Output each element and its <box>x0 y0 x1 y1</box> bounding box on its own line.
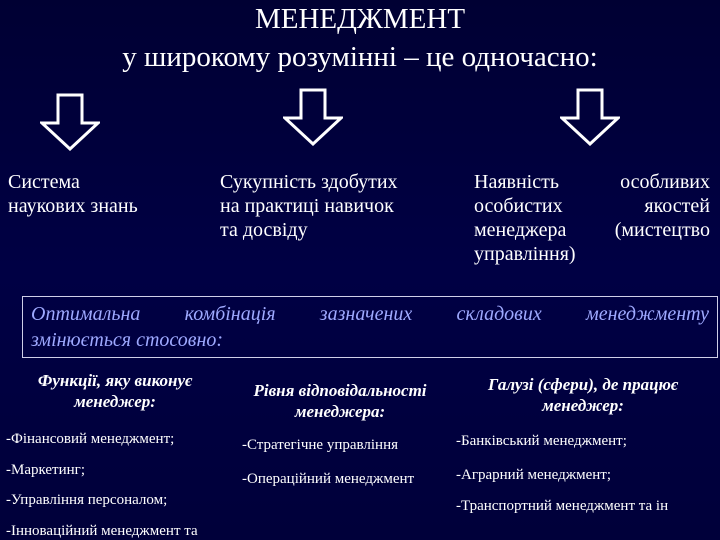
combination-box <box>22 296 718 358</box>
column-line: особистих якостей <box>474 195 710 217</box>
list-item: -Банківський менеджмент; <box>456 433 627 449</box>
heading-line: Галузі (сфери), де працює <box>488 375 678 394</box>
column-line: менеджера (мистецтво <box>474 219 710 241</box>
column-skills <box>220 170 450 242</box>
column-line: на практиці навичок <box>220 195 394 217</box>
list-item: -Операційний менеджмент <box>242 471 415 487</box>
list-item: -Інноваційний менеджмент та <box>6 523 198 539</box>
heading-line: менеджер: <box>542 396 624 415</box>
group-heading-sector <box>458 374 708 416</box>
list-item: -Стратегічне управління <box>242 437 398 453</box>
down-arrow-icon <box>560 88 620 146</box>
column-line: Наявність особливих <box>474 171 710 193</box>
column-qualities <box>474 170 710 266</box>
column-line: Сукупність здобутих <box>220 171 398 193</box>
heading-line: менеджера: <box>294 402 386 421</box>
list-item: -Маркетинг; <box>6 462 85 478</box>
box-line: Оптимальна комбінація зазначених складових менеджменту <box>31 303 709 325</box>
list-item: -Фінансовий менеджмент; <box>6 431 175 447</box>
page-subtitle: у широкому розумінні – це одночасно: <box>122 41 598 73</box>
page-title: МЕНЕДЖМЕНТ <box>254 3 466 35</box>
heading-line: менеджер: <box>74 392 156 411</box>
column-line: наукових знань <box>8 195 138 217</box>
column-line: управління) <box>474 243 576 265</box>
group-heading-functions <box>20 370 210 412</box>
box-line: змінюється стосовно: <box>31 329 224 351</box>
down-arrow-icon <box>40 93 100 151</box>
group-heading-responsibility <box>230 380 450 422</box>
down-arrow-icon <box>283 88 343 146</box>
list-item: -Транспортний менеджмент та ін <box>456 498 669 514</box>
heading-line: Функції, яку виконує <box>37 371 193 390</box>
column-line: та досвіду <box>220 219 308 241</box>
list-item: -Аграрний менеджмент; <box>456 467 612 483</box>
list-item: -Управління персоналом; <box>6 492 168 508</box>
heading-line: Рівня відповідальності <box>253 381 427 400</box>
column-knowledge <box>8 170 208 218</box>
column-line: Система <box>8 171 80 193</box>
